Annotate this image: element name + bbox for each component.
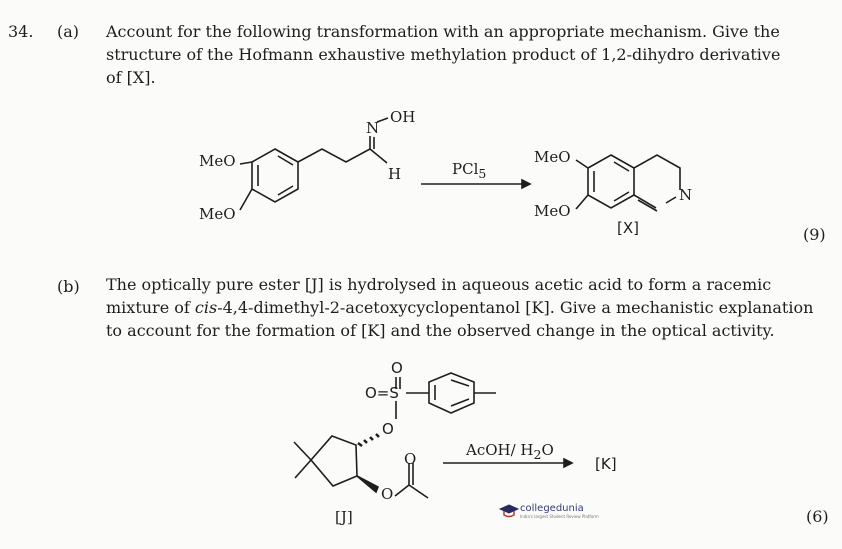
reactant-meo-top: MeO bbox=[199, 152, 236, 170]
oxime-nitrogen: N bbox=[366, 119, 380, 137]
part-b-marks: (6) bbox=[806, 507, 829, 526]
part-a-line: Account for the following transformation with an appropriate mechanism. Give the bbox=[106, 22, 780, 41]
oxime-hydrogen: H bbox=[388, 165, 402, 183]
oxime-hydroxyl: OH bbox=[390, 108, 416, 126]
sulfonyl-group: O=S bbox=[365, 384, 399, 402]
part-a-line: structure of the Hofmann exhaustive methylation product of 1,2-dihydro derivative bbox=[106, 45, 781, 64]
product-nitrogen: N bbox=[679, 186, 693, 204]
product-meo-bottom: MeO bbox=[534, 202, 571, 220]
part-b-label: (b) bbox=[57, 277, 80, 296]
acetate-oxygen: O bbox=[381, 485, 394, 503]
product-x-label: [X] bbox=[617, 219, 639, 237]
reactant-meo-bottom: MeO bbox=[199, 205, 236, 223]
part-b-line: to account for the formation of [K] and the observed change in the optical activity. bbox=[106, 321, 775, 340]
reagent-acoh-h2o: AcOH/ $H_2O$ bbox=[466, 441, 554, 462]
reagent-pcl5: PCl$_5$ bbox=[452, 160, 487, 181]
carbonyl-oxygen: O bbox=[404, 450, 417, 468]
part-a-label: (a) bbox=[57, 22, 80, 41]
part-b-line: mixture of cis-4,4-dimethyl-2-acetoxycyclopentanol [K]. Give a mechanistic explanation bbox=[106, 298, 814, 317]
logo-brand: collegedunia bbox=[520, 502, 584, 514]
product-meo-top: MeO bbox=[534, 148, 571, 166]
ester-oxygen: O bbox=[382, 420, 394, 438]
product-k-label: [K] bbox=[595, 455, 617, 473]
part-b-line: The optically pure ester [J] is hydrolysed in aqueous acetic acid to form a racemic bbox=[106, 275, 772, 294]
part-a-marks: (9) bbox=[803, 225, 826, 244]
question-number: 34. bbox=[8, 22, 34, 41]
logo-tagline: India's largest Student Review Platform bbox=[520, 513, 599, 519]
sulfonyl-top-oxygen: O bbox=[391, 359, 403, 377]
graduation-cap-icon bbox=[500, 503, 518, 519]
part-a-line: of [X]. bbox=[106, 68, 156, 87]
reactant-j-label: [J] bbox=[335, 508, 353, 526]
collegedunia-logo bbox=[500, 503, 599, 519]
